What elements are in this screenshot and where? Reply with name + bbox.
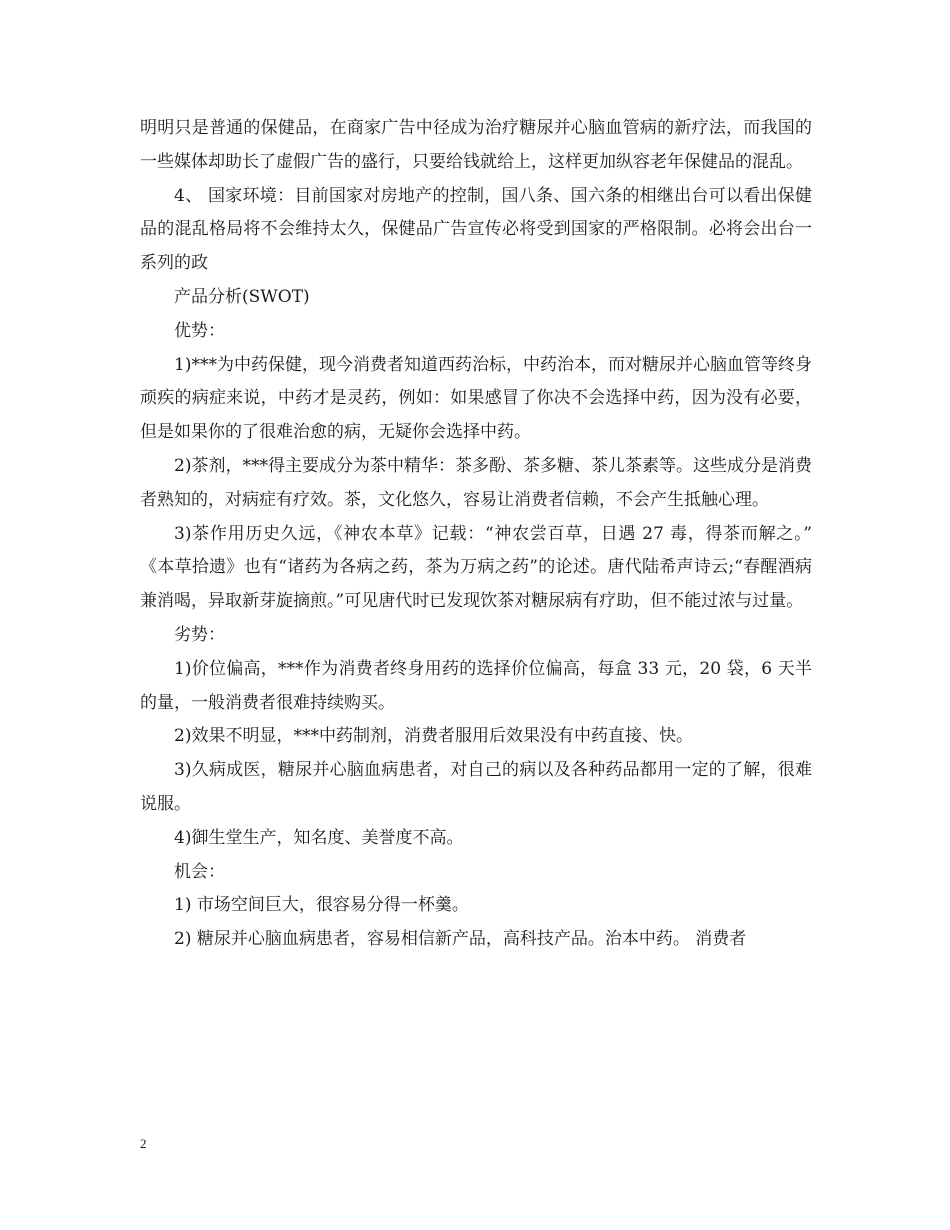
document-body <box>140 112 812 957</box>
subheading-opportunities: 机会： <box>174 861 225 882</box>
subheading-weaknesses: 劣势： <box>174 624 225 645</box>
strength-item-1: 1)***为中药保健，现今消费者知道西药治标，中药治本，而对糖尿并心脑血管等终身顽疾的病症来说，中药才是灵药，例如：如果感冒了你决不会选择中药，因为没有必要，但是如果你的了很难治愈的病，无疑你会选择中药。 <box>140 354 812 443</box>
subheading-strengths: 优势： <box>174 320 225 341</box>
opportunity-item-2: 2) 糖尿并心脑血病患者，容易相信新产品，高科技产品。治本中药。 消费者 <box>174 929 747 950</box>
weakness-item-4: 4)御生堂生产，知名度、美誉度不高。 <box>174 827 464 848</box>
paragraph-1: 明明只是普通的保健品，在商家广告中径成为治疗糖尿并心脑血管病的新疗法，而我国的一些媒体却助长了虚假广告的盛行，只要给钱就给上，这样更加纵容老年保健品的混乱。 <box>140 118 812 172</box>
strength-item-2: 2)茶剂，***得主要成分为茶中精华：茶多酚、茶多糖、茶儿茶素等。这些成分是消费者熟知的，对病症有疗效。茶，文化悠久，容易让消费者信赖，不会产生抵触心理。 <box>140 455 812 510</box>
paragraph-2: 4、 国家环境：目前国家对房地产的控制，国八条、国六条的相继出台可以看出保健品的混乱格局将不会维持太久，保健品广告宣传必将受到国家的严格限制。必将会出台一系列的政 <box>140 185 812 274</box>
opportunity-item-1: 1) 市场空间巨大，很容易分得一杯羹。 <box>174 895 469 916</box>
strength-item-3: 3)茶作用历史久远，《神农本草》记载：“神农尝百草，日遇 27 毒，得茶而解之。” 《本草拾遗》也有“诸药为各病之药，茶为万病之药”的论述。唐代陆希声诗云;“春醒酒病兼消喝，异取新芽旋摘煎。”可见唐代时已发现饮茶对糖尿病有疗助，但不能过浓与过量。 <box>140 523 812 612</box>
weakness-item-2: 2)效果不明显，***中药制剂，消费者服用后效果没有中药直接、快。 <box>174 726 693 747</box>
page-number: 2 <box>140 1136 147 1151</box>
weakness-item-1: 1)价位偏高，***作为消费者终身用药的选择价位偏高，每盒 33 元，20 袋，6 天半的量，一般消费者很难持续购买。 <box>140 658 812 713</box>
section-heading-swot: 产品分析(SWOT) <box>174 286 310 307</box>
weakness-item-3: 3)久病成医，糖尿并心脑血病患者，对自己的病以及各种药品都用一定的了解，很难说服。 <box>140 760 812 814</box>
